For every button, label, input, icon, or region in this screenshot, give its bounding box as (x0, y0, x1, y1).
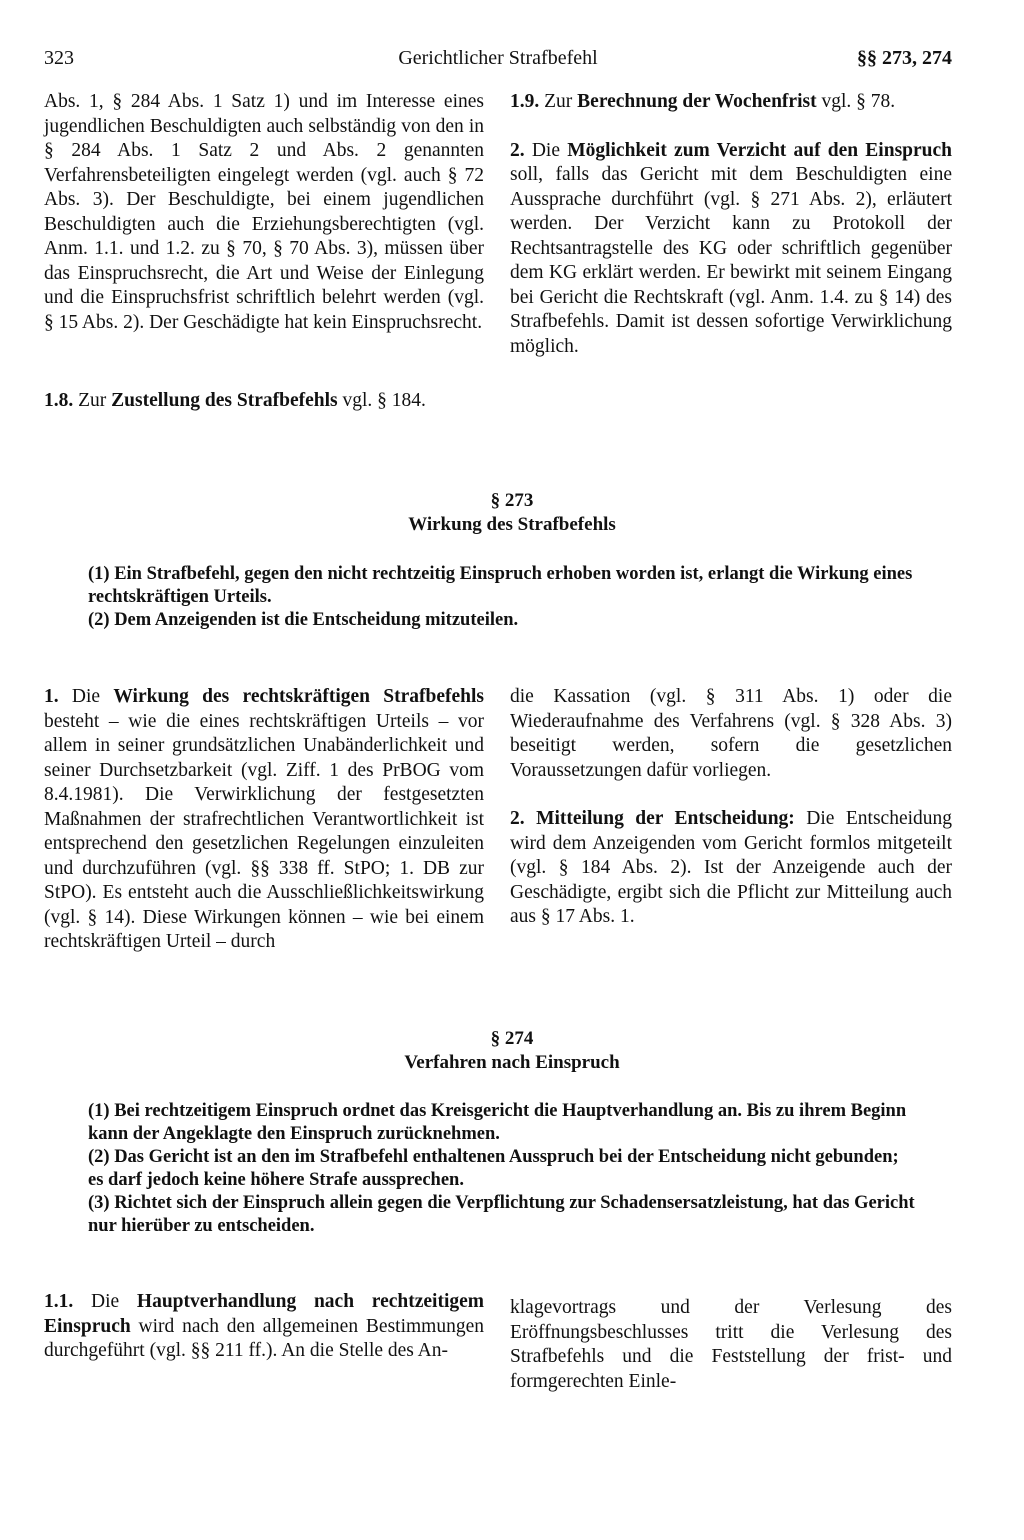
note-number: 1.8. (44, 390, 74, 411)
note-keyword: Hauptverhandlung nach rechtzeitigem Einspruch (44, 1291, 485, 1337)
s274-right-column (510, 1296, 952, 1394)
section-273-number: § 273 (490, 490, 534, 511)
note-1-8: 1.8. Zur Zustellung des Strafbefehls vgl. § 184. (44, 390, 426, 411)
note-number: 2. (510, 808, 525, 829)
section-274-heading: Verfahren nach Einspruch (404, 1052, 620, 1073)
law-text-274 (88, 1100, 918, 1238)
note-keyword: Mitteilung der Entscheidung: (536, 808, 795, 829)
note-1: 1. Die Wirkung des rechtskräftigen Strafbefehls besteht – wie die eines rechtskräftigen Urteils – vor allem in seiner grundsätzlichen Unabänderlichkeit und seiner Durchsetzbarkeit (vgl. Ziff. 1 des PrBOG vom 8.4.1981). Die Verwirklichung der festgesetzten Maßnahmen der strafrechtlichen Verantwortlichkeit ist entsprechend den gesetzlichen Regelungen einzuleiten und durchzuführen (vgl. §§ 338 ff. StPO; 1. DB zur StPO). Es entsteht auch die Ausschließlichkeitswirkung (vgl. § 14). Diese Wirkungen können – wie bei einem rechtskräftigen Urteil – durch (44, 686, 485, 952)
section-274-number: § 274 (490, 1028, 534, 1049)
law-text-273 (88, 563, 918, 632)
note-2: 2. Die Möglichkeit zum Verzicht auf den Einspruch soll, falls das Gericht mit dem Beschuldigten eine Aussprache durchführt (vgl. § 271 Abs. 2), erläutert werden. Der Verzicht kann zu Protokoll der Rechtsantragstelle des KG oder schriftlich gegenüber dem KG erklärt werden. Er bewirkt mit seinem Eingang bei Gericht die Rechtskraft (vgl. Anm. 1.4. zu § 14) des Strafbefehls. Damit ist dessen sofortige Verwirklichung möglich. (510, 139, 953, 357)
section-range: §§ 273, 274 (857, 47, 952, 69)
continuation-paragraph: Abs. 1, § 284 Abs. 1 Satz 1) und im Interesse eines jugendlichen Beschuldigten auch selbständig von den in § 284 Abs. 1 Satz 2 und Abs. 2 genannten Verfahrensbeteiligten eingelegt werden (vgl. auch § 72 Abs. 3). Der Beschuldigte, bei einem jugendlichen Beschuldigten auch die Erziehungsberechtigten (vgl. Anm. 1.1. und 1.2. zu § 70, § 70 Abs. 3), müssen über das Einspruchsrecht, die Art und Weise der Einlegung und die Einspruchsfrist schriftlich belehrt werden (vgl. § 15 Abs. 2). Der Geschädigte hat kein Einspruchsrecht. (44, 91, 484, 333)
page-header (44, 46, 952, 72)
s273-right-column (510, 685, 952, 930)
page-number: 323 (44, 47, 74, 69)
law-paragraph-3: (3) Richtet sich der Einspruch allein gegen die Verpflichtung zur Schadensersatzleistung, hat das Gericht nur hierüber zu entscheiden. (88, 1193, 915, 1236)
note-keyword: Wirkung des rechtskräftigen Strafbefehls (113, 686, 485, 707)
note-1-1: 1.1. Die Hauptverhandlung nach rechtzeitigem Einspruch wird nach den allgemeinen Bestimmungen durchgeführt (vgl. §§ 211 ff.). An die Stelle des An- (44, 1291, 485, 1361)
note-number: 2. (510, 139, 525, 161)
note-2: 2. Mitteilung der Entscheidung: Die Entscheidung wird dem Anzeigenden vom Gericht formlos mitgeteilt (vgl. § 184 Abs. 2). Ist der Anzeigende auch der Geschädigte, ergibt sich die Pflicht zur Mitteilung auch aus § 17 Abs. 1. (510, 808, 953, 927)
note-keyword: Möglichkeit zum Verzicht auf den Einspruch (567, 139, 953, 161)
note-keyword: Zustellung des Strafbefehls (111, 390, 338, 411)
s274-left-column (44, 1290, 484, 1364)
note-1-continuation: die Kassation (vgl. § 311 Abs. 1) oder die Wiederaufnahme des Verfahrens (vgl. § 328 Abs. 3) beseitigt werden, sofern die gesetzlichen Voraussetzungen dafür vorliegen. (510, 686, 952, 781)
top-left-column (44, 90, 484, 335)
note-keyword: Berechnung der Wochenfrist (577, 91, 817, 112)
law-paragraph-1: (1) Ein Strafbefehl, gegen den nicht rechtzeitig Einspruch erhoben worden ist, erlangt die Wirkung eines rechtskräftigen Urteils. (88, 564, 913, 607)
law-paragraph-1: (1) Bei rechtzeitigem Einspruch ordnet das Kreisgericht die Hauptverhandlung an. Bis zu ihrem Beginn kann der Angeklagte den Einspruch zurücknehmen. (88, 1101, 907, 1144)
note-number: 1. (44, 686, 59, 707)
note-1-9: 1.9. Zur Berechnung der Wochenfrist vgl. § 78. (510, 91, 896, 112)
law-paragraph-2: (2) Das Gericht ist an den im Strafbefehl enthaltenen Ausspruch bei der Entscheidung nicht gebunden; es darf jedoch keine höhere Strafe aussprechen. (88, 1147, 899, 1190)
section-273-heading: Wirkung des Strafbefehls (408, 514, 616, 535)
s273-left-column (44, 685, 484, 955)
running-title: Gerichtlicher Strafbefehl (398, 47, 598, 69)
note-number: 1.1. (44, 1291, 74, 1312)
top-right-column (510, 90, 952, 359)
law-paragraph-2: (2) Dem Anzeigenden ist die Entscheidung mitzuteilen. (88, 610, 519, 630)
note-1-1-continuation: klagevortrags und der Verlesung des Eröffnungsbeschlusses tritt die Verlesung des Strafbefehls und die Feststellung der frist- und formgerechten Einle- (510, 1297, 952, 1392)
note-number: 1.9. (510, 91, 540, 112)
